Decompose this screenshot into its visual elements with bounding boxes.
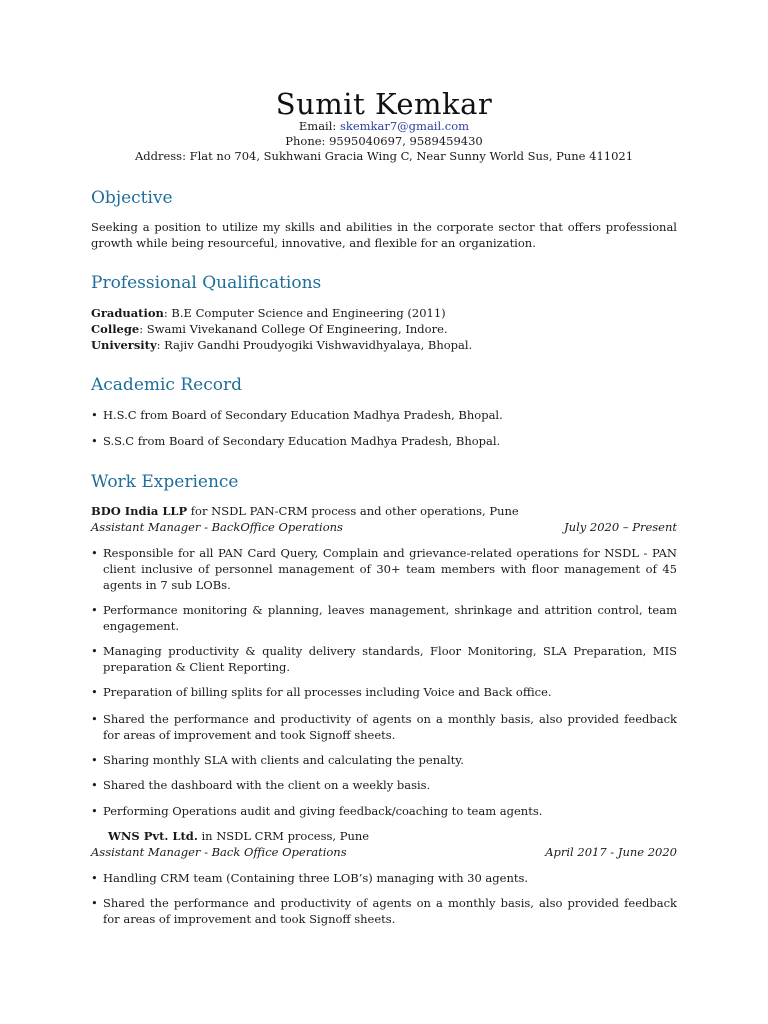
bullet-icon: • bbox=[91, 644, 98, 658]
job-role-line bbox=[91, 844, 677, 860]
qualification-value: : Swami Vivekanand College Of Engineering, Indore. bbox=[139, 322, 448, 336]
job-bullet-text: Handling CRM team (Containing three LOB’s) managing with 30 agents. bbox=[103, 871, 529, 885]
email-link[interactable]: skemkar7@gmail.com bbox=[339, 119, 470, 133]
objective-text: Seeking a position to utilize my skills and abilities in the corporate sector that offers professional growth while being resourceful, innovative, and flexible for an organization. bbox=[91, 220, 677, 250]
work-heading: Work Experience bbox=[91, 472, 239, 492]
address-line: Address: Flat no 704, Sukhwani Gracia Wing C, Near Sunny World Sus, Pune 411021 bbox=[134, 149, 634, 163]
job-bullet-text: Performance monitoring & planning, leaves management, shrinkage and attrition control, team engagement. bbox=[103, 603, 677, 633]
bullet-icon: • bbox=[91, 546, 98, 560]
job-bullet-text: Managing productivity & quality delivery standards, Floor Monitoring, SLA Preparation, MIS preparation & Client Reporting. bbox=[103, 644, 677, 674]
academic-item-text: S.S.C from Board of Secondary Education Madhya Pradesh, Bhopal. bbox=[103, 434, 501, 448]
bullet-icon: • bbox=[91, 712, 98, 726]
objective-heading: Objective bbox=[91, 188, 173, 208]
org-name: WNS Pvt. Ltd. bbox=[108, 829, 198, 843]
bullet-icon: • bbox=[91, 603, 98, 617]
job-dates: July 2020 – Present bbox=[564, 520, 677, 534]
job-bullet-text: Preparation of billing splits for all processes including Voice and Back office. bbox=[103, 685, 552, 699]
bullet-icon: • bbox=[91, 434, 98, 448]
job-organization bbox=[108, 828, 369, 844]
bullet-icon: • bbox=[91, 778, 98, 792]
org-name: BDO India LLP bbox=[91, 504, 188, 518]
job-bullet-text: Shared the performance and productivity of agents on a monthly basis, also provided feedback for areas of improvement and took Signoff sheets. bbox=[103, 712, 677, 742]
bullet-icon: • bbox=[91, 685, 98, 699]
job-organization bbox=[91, 503, 519, 519]
candidate-name: Sumit Kemkar bbox=[275, 87, 493, 121]
qualification-university bbox=[91, 337, 472, 353]
email-line bbox=[91, 119, 677, 134]
job-bullet-text: Shared the dashboard with the client on a weekly basis. bbox=[103, 778, 431, 792]
bullet-icon: • bbox=[91, 753, 98, 767]
qualifications-heading: Professional Qualifications bbox=[91, 273, 322, 293]
qualification-value: : Rajiv Gandhi Proudyogiki Vishwavidhyalaya, Bhopal. bbox=[156, 338, 473, 352]
qualification-label: College bbox=[91, 322, 140, 336]
job-role: Assistant Manager - Back Office Operations bbox=[91, 845, 347, 859]
job-role: Assistant Manager - BackOffice Operations bbox=[91, 520, 343, 534]
org-description: for NSDL PAN-CRM process and other operations, Pune bbox=[187, 504, 519, 518]
org-description: in NSDL CRM process, Pune bbox=[197, 829, 370, 843]
job-bullet-text: Performing Operations audit and giving feedback/coaching to team agents. bbox=[103, 804, 543, 818]
bullet-icon: • bbox=[91, 408, 98, 422]
job-role-line bbox=[91, 519, 677, 535]
bullet-icon: • bbox=[91, 871, 98, 885]
job-bullet-text: Responsible for all PAN Card Query, Complain and grievance-related operations for NSDL - PAN client inclusive of personnel management of 30+ team members with floor management of 45 agents in 7 sub LOBs. bbox=[103, 546, 677, 592]
qualification-label: Graduation bbox=[91, 306, 164, 320]
job-bullet-text: Shared the performance and productivity of agents on a monthly basis, also provided feedback for areas of improvement and took Signoff sheets. bbox=[103, 896, 677, 926]
phone-line: Phone: 9595040697, 9589459430 bbox=[285, 134, 483, 148]
qualification-graduation bbox=[91, 305, 446, 321]
email-label: Email: bbox=[298, 119, 337, 133]
job-dates: April 2017 - June 2020 bbox=[545, 845, 677, 859]
qualification-label: University bbox=[91, 338, 157, 352]
academic-item-text: H.S.C from Board of Secondary Education Madhya Pradesh, Bhopal. bbox=[103, 408, 503, 422]
qualification-college bbox=[91, 321, 448, 337]
academic-heading: Academic Record bbox=[91, 375, 242, 395]
job-bullet-text: Sharing monthly SLA with clients and calculating the penalty. bbox=[103, 753, 464, 767]
bullet-icon: • bbox=[91, 804, 98, 818]
bullet-icon: • bbox=[91, 896, 98, 910]
qualification-value: : B.E Computer Science and Engineering (2011) bbox=[163, 306, 446, 320]
